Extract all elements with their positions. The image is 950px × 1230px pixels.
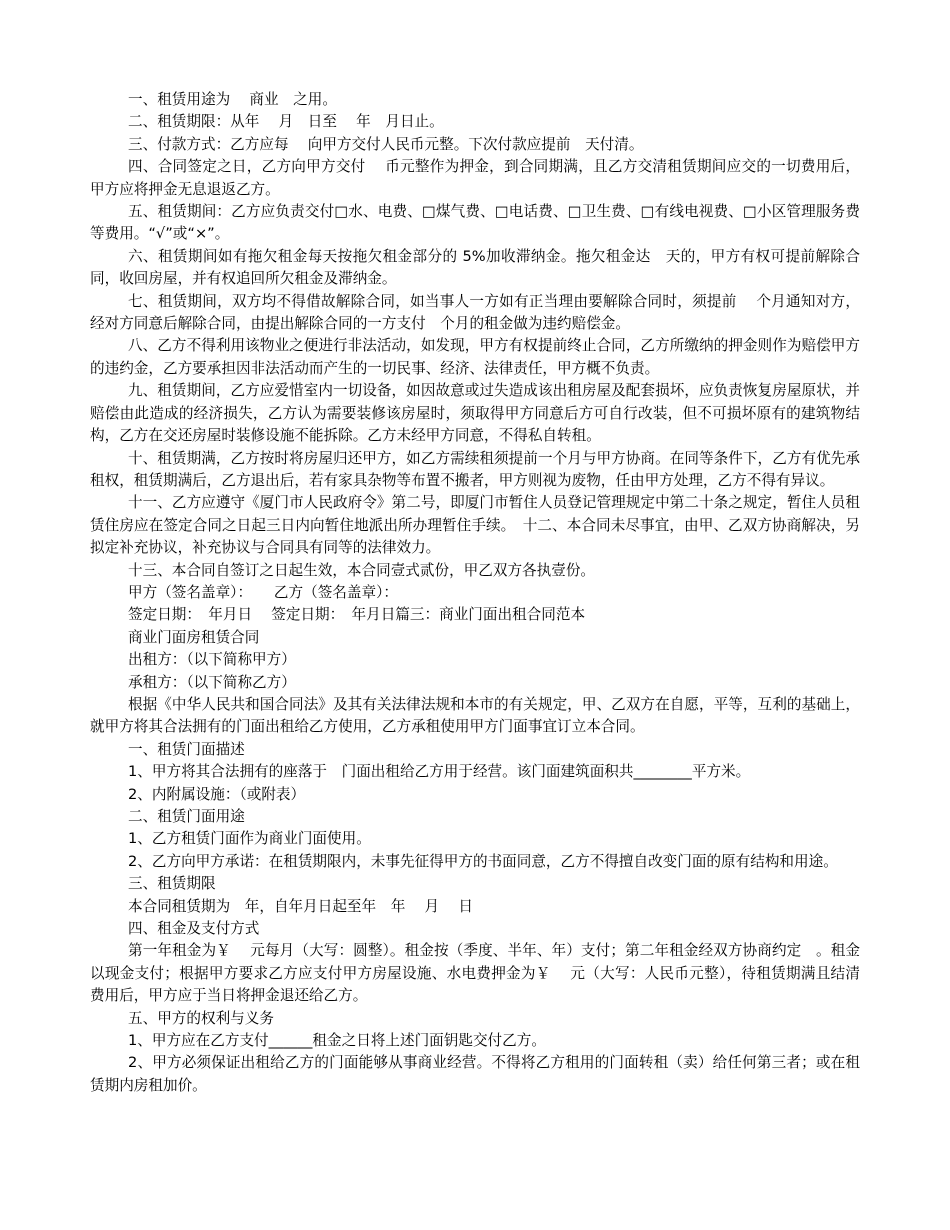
item-commercial-use: 1、乙方租赁门面作为商业门面使用。 bbox=[128, 830, 371, 848]
paragraph-termination: 七、租赁期间，双方均不得借故解除合同，如当事人一方如有正当理由要解除合同时，须提前 个月通知对方，经对方同意后解除合同，由提出解除合同的一方支付 个月的租金做为违约赔偿金。 bbox=[90, 292, 860, 333]
paragraph-late-fee: 六、租赁期间如有拖欠租金每天按拖欠租金部分的 5%加收滞纳金。拖欠租金达 天的，甲方有权可提前解除合同，收回房屋，并有权追回所欠租金及滞纳金。 bbox=[90, 247, 860, 288]
item-location: 1、甲方将其合法拥有的座落于 门面出租给乙方用于经营。该门面建筑面积共________平方米。 bbox=[128, 763, 751, 781]
paragraph-illegal-use: 八、乙方不得利用该物业之便进行非法活动，如发现，甲方有权提前终止合同，乙方所缴纳的押金则作为赔偿甲方的违约金，乙方要承担因非法活动而产生的一切民事、经济、法律责任，甲方概不负责。 bbox=[90, 337, 860, 377]
item-facilities: 2、内附属设施：（或附表） bbox=[128, 785, 306, 803]
paragraph-usage: 一、租赁用途为 商业 之用。 bbox=[128, 91, 337, 108]
paragraph-payment: 三、付款方式：乙方应每 向甲方交付人民币元整。下次付款应提前 天付清。 bbox=[128, 135, 644, 153]
item-rent: 第一年租金为￥ 元每月（大写：圆整）。租金按（季度、半年、年）支付；第二年租金经双方协商约定 。租金以现金支付；根据甲方要求乙方应支付甲方房屋设施、水电费押金为￥ 元（大写：人民币元整），待租赁期满且结清费用后，甲方应于当日将押金退还给乙方。 bbox=[90, 942, 860, 1005]
paragraph-preamble: 根据《中华人民共和国合同法》及其有关法律法规和本市的有关规定，甲、乙双方在自愿，平等，互利的基础上，就甲方将其合法拥有的门面出租给乙方使用，乙方承租使用甲方门面事宜订立本合同。 bbox=[90, 695, 860, 736]
item-guarantee: 2、甲方必须保证出租给乙方的门面能够从事商业经营。不得将乙方租用的门面转租（卖）给任何第三者；或在租赁期内房租加价。 bbox=[90, 1054, 860, 1094]
paragraph-fees: 五、租赁期间：乙方应负责交付□水、电费、□煤气费、□电话费、□卫生费、□有线电视费、□小区管理服务费等费用。“√”或“×”。 bbox=[90, 203, 860, 243]
paragraph-equipment: 九、租赁期间，乙方应爱惜室内一切设备，如因故意或过失造成该出租房屋及配套损坏，应负责恢复房屋原状，并赔偿由此造成的经济损失，乙方认为需要装修该房屋时，须取得甲方同意后方可自行改装，但不可损坏原有的建筑物结构，乙方在交还房屋时装修设施不能拆除。乙方未经甲方同意，不得私自转租。 bbox=[90, 382, 860, 445]
signing-date-line: 签定日期： 年月日 签定日期： 年月日篇三：商业门面出租合同范本 bbox=[128, 606, 586, 624]
heading-lessor-duties: 五、甲方的权利与义务 bbox=[128, 1009, 274, 1027]
signature-line: 甲方（签名盖章）： 乙方（签名盖章）： bbox=[128, 583, 398, 601]
lessee-line: 承租方：（以下简称乙方） bbox=[128, 673, 296, 691]
paragraph-effect: 十三、本合同自签订之日起生效，本合同壹式贰份，甲乙双方各执壹份。 bbox=[128, 561, 596, 579]
heading-rent: 四、租金及支付方式 bbox=[128, 920, 260, 938]
paragraph-term: 二、租赁期限：从年 月 日至 年 月日止。 bbox=[128, 113, 444, 131]
paragraph-expiry: 十、租赁期满，乙方按时将房屋归还甲方，如乙方需续租须提前一个月与甲方协商。在同等条件下，乙方有优先承租权，租赁期满后，乙方退出后，若有家具杂物等布置不搬者，甲方则视为废物，任由甲方处理，乙方不得有异议。 bbox=[90, 449, 860, 489]
lessor-line: 出租方：（以下简称甲方） bbox=[128, 651, 296, 669]
section-title: 商业门面房租赁合同 bbox=[128, 628, 260, 646]
heading-term: 三、租赁期限 bbox=[128, 875, 216, 893]
paragraph-registration: 十一、乙方应遵守《厦门市人民政府令》第二号，即厦门市暂住人员登记管理规定中第二十条之规定，暂住人员租赁住房应在签定合同之日起三日内向暂住地派出所办理暂住手续。 十二、本合同未尽事宜，由甲、乙双方协商解决，另拟定补充协议，补充协议与合同具有同等的法律效力。 bbox=[90, 494, 860, 557]
heading-description: 一、租赁门面描述 bbox=[128, 740, 245, 758]
item-promise: 2、乙方向甲方承诺：在租赁期限内，未事先征得甲方的书面同意，乙方不得擅自改变门面的原有结构和用途。 bbox=[128, 852, 838, 870]
paragraph-deposit: 四、合同签定之日，乙方向甲方交付 币元整作为押金，到合同期满，且乙方交清租赁期间应交的一切费用后，甲方应将押金无息退返乙方。 bbox=[90, 158, 860, 198]
item-keys: 1、甲方应在乙方支付______租金之日将上述门面钥匙交付乙方。 bbox=[128, 1032, 546, 1050]
heading-purpose: 二、租赁门面用途 bbox=[128, 808, 245, 825]
item-term: 本合同租赁期为 年，自年月日起至年 年 月 日 bbox=[128, 897, 473, 915]
